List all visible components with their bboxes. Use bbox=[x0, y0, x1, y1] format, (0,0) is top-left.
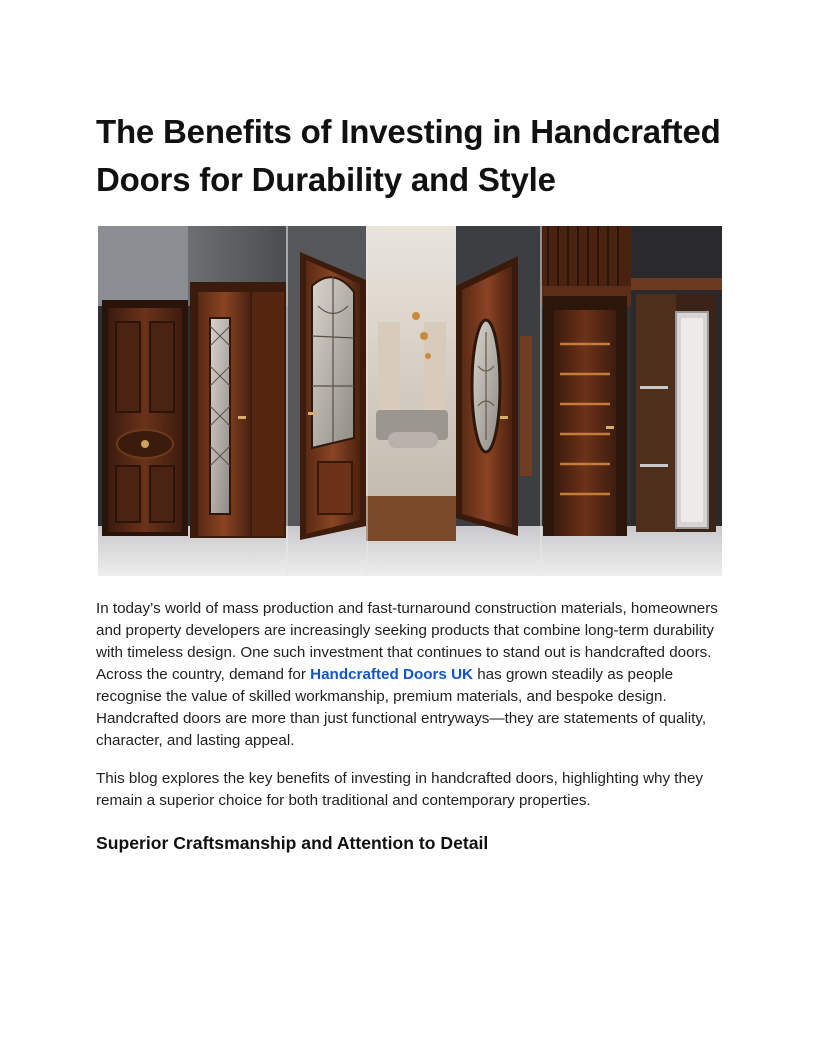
handcrafted-doors-uk-link[interactable]: Handcrafted Doors UK bbox=[310, 666, 474, 683]
article-title: The Benefits of Investing in Handcrafted Doors for Durability and Style bbox=[96, 113, 721, 198]
hero-image-doors bbox=[98, 226, 722, 576]
intro-text-end: has grown steadily as people recognise the value of skilled workmanship, premium materials, and bespoke design. Handcrafted doors are more than just functional entryways—they are statements of quality, character, and lasting appeal. bbox=[96, 666, 707, 749]
intro-paragraph bbox=[96, 598, 724, 752]
second-paragraph: This blog explores the key benefits of investing in handcrafted doors, highlighting why they remain a superior choice for both traditional and contemporary properties. bbox=[96, 770, 704, 809]
document-page bbox=[96, 108, 724, 856]
section-heading: Superior Craftsmanship and Attention to Detail bbox=[96, 833, 489, 853]
intro-text-start: In today’s world of mass production and fast-turnaround construction materials, homeowners and property developers are increasingly seeking products that combine long-term durability with timeless design. One such investment that continues to stand out is handcrafted doors. Across the country, demand for bbox=[96, 600, 718, 683]
